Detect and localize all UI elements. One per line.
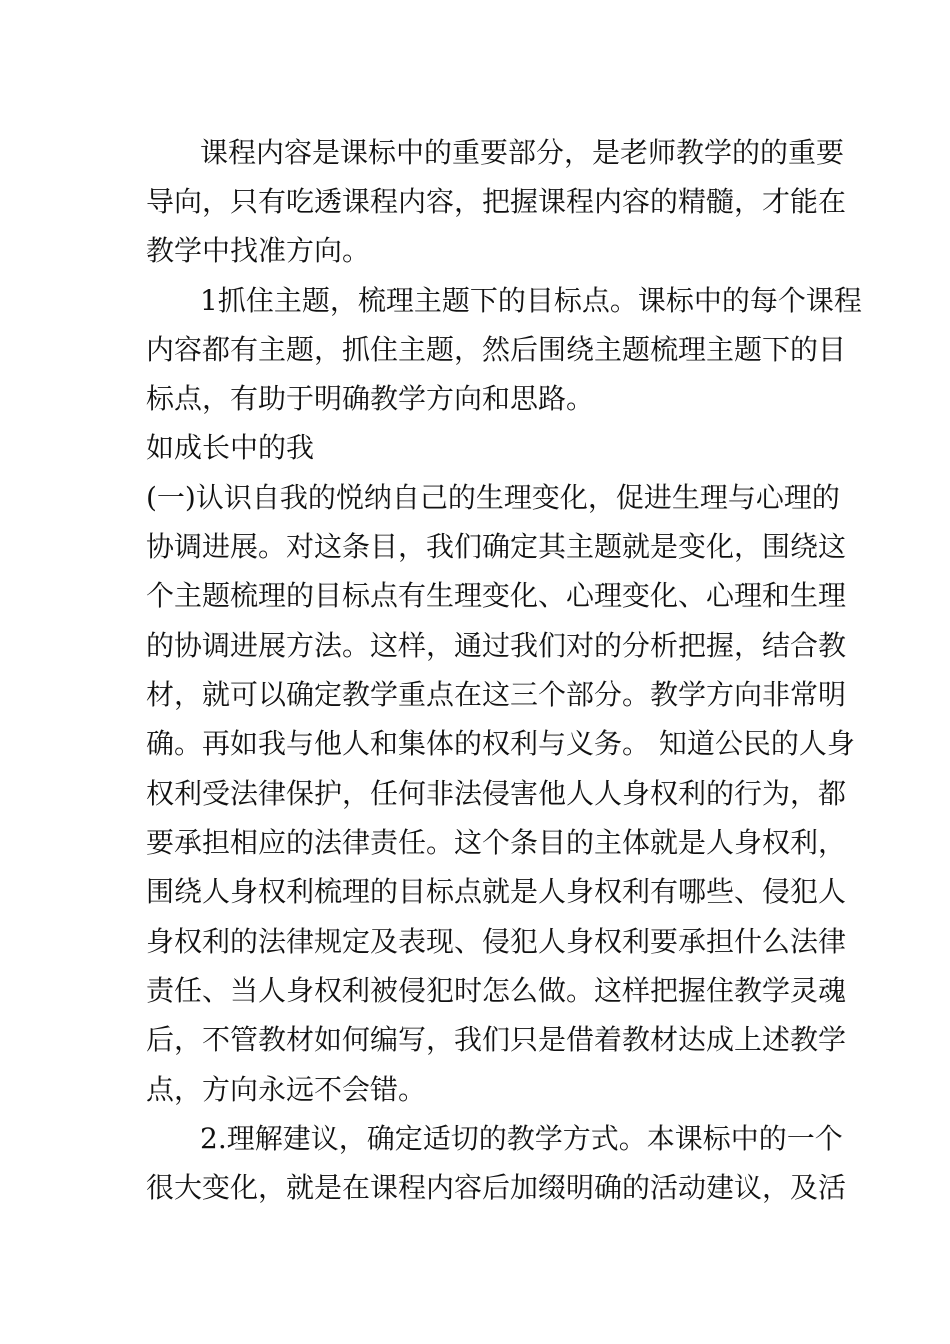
text-line: 确。再如我与他人和集体的权利与义务。 知道公民的人身	[146, 727, 855, 760]
text-line: 材，就可以确定教学重点在这三个部分。教学方向非常明	[146, 678, 847, 711]
text-line: 点，方向永远不会错。	[146, 1073, 427, 1106]
text-line: 身权利的法律规定及表现、侵犯人身权利要承担什么法律	[146, 925, 847, 958]
text-line: 很大变化，就是在课程内容后加缀明确的活动建议，及活	[146, 1171, 847, 1204]
text-line: 协调进展。对这条目，我们确定其主题就是变化，围绕这	[146, 530, 847, 563]
text-line: 要承担相应的法律责任。这个条目的主体就是人身权利，	[146, 826, 847, 859]
text-line: 责任、当人身权利被侵犯时怎么做。这样把握住教学灵魂	[146, 974, 847, 1007]
text-line: 内容都有主题，抓住主题，然后围绕主题梳理主题下的目	[146, 333, 847, 366]
text-line: 1抓住主题，梳理主题下的目标点。课标中的每个课程	[200, 284, 862, 317]
text-line: 个主题梳理的目标点有生理变化、心理变化、心理和生理	[146, 579, 847, 612]
text-line: 围绕人身权利梳理的目标点就是人身权利有哪些、侵犯人	[146, 875, 847, 908]
text-line: 如成长中的我	[146, 431, 315, 464]
text-line: 2.理解建议，确定适切的教学方式。本课标中的一个	[200, 1122, 843, 1155]
text-line: (一)认识自我的悦纳自己的生理变化，促进生理与心理的	[146, 481, 840, 514]
text-line: 标点，有助于明确教学方向和思路。	[146, 382, 595, 415]
text-line: 权利受法律保护，任何非法侵害他人人身权利的行为，都	[146, 777, 847, 810]
text-line: 的协调进展方法。这样，通过我们对的分析把握，结合教	[146, 629, 847, 662]
text-line: 导向，只有吃透课程内容，把握课程内容的精髓，才能在	[146, 185, 847, 218]
text-line: 课程内容是课标中的重要部分，是老师教学的的重要	[200, 136, 845, 169]
text-line: 后，不管教材如何编写，我们只是借着教材达成上述教学	[146, 1023, 847, 1056]
text-line: 教学中找准方向。	[146, 234, 371, 267]
